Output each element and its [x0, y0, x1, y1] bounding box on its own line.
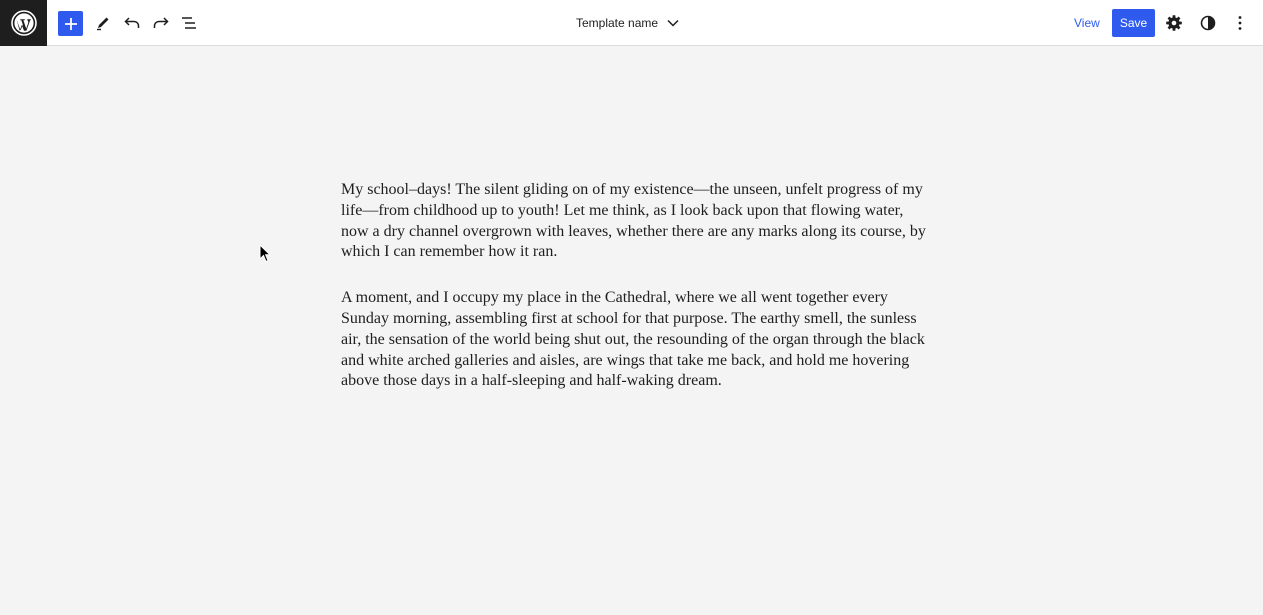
wordpress-logo-icon [11, 10, 37, 36]
chevron-down-icon [666, 16, 680, 30]
save-button[interactable]: Save [1112, 9, 1155, 37]
template-name-dropdown[interactable] [576, 11, 680, 35]
pencil-icon [95, 15, 111, 31]
plus-icon [64, 17, 78, 31]
gear-icon [1165, 14, 1183, 32]
site-menu-button[interactable] [0, 0, 47, 46]
editor-canvas-content [341, 180, 926, 417]
list-view-icon [180, 14, 198, 32]
undo-button[interactable] [120, 11, 144, 35]
settings-button[interactable] [1162, 11, 1186, 35]
styles-button[interactable] [1196, 11, 1220, 35]
redo-button[interactable] [149, 11, 173, 35]
view-button[interactable]: View [1074, 16, 1100, 30]
paragraph-block[interactable]: A moment, and I occupy my place in the Cathedral, where we all went together every Sunday morning, assembling first at school for that purpose. The earthy smell, the sunless air, the sensation of the world being shut out, the resounding of the organ through the black and white arched galleries and aisles, are wings that take me back, and hold me hovering above those days in a half-sleeping and half-waking dream. [341, 289, 925, 390]
add-block-button[interactable] [58, 11, 83, 36]
template-name-label: Template name [576, 16, 659, 30]
half-circle-contrast-icon [1200, 15, 1216, 31]
redo-icon [152, 14, 170, 32]
undo-icon [123, 14, 141, 32]
options-button[interactable] [1228, 11, 1252, 35]
tools-button[interactable] [91, 11, 115, 35]
editor-header [0, 0, 1263, 46]
list-view-button[interactable] [177, 11, 201, 35]
mouse-pointer-icon [259, 244, 271, 263]
paragraph-block[interactable]: My school–days! The silent gliding on of my existence—the unseen, unfelt progress of my life—from childhood up to youth! Let me think, as I look back upon that flowing water, now a dry channel overgrown with leaves, whether there are any marks along its course, by which I can remember how it ran. [341, 181, 926, 261]
vertical-ellipsis-icon [1237, 15, 1243, 31]
